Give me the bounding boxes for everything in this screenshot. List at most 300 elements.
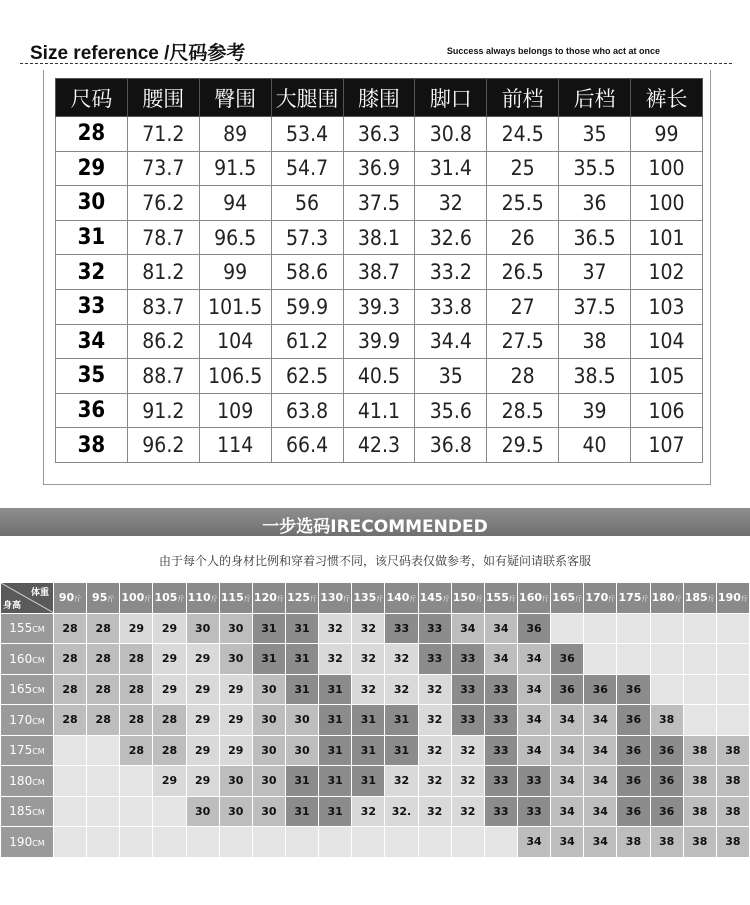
recommend-size-cell: 30 bbox=[253, 675, 285, 705]
recommend-size-cell bbox=[87, 797, 119, 827]
measure-cell: 38.1 bbox=[343, 220, 415, 255]
weight-unit: 斤 bbox=[210, 595, 218, 604]
measure-cell: 63.8 bbox=[271, 393, 343, 428]
weight-value: 150 bbox=[452, 591, 476, 605]
height-unit: CM bbox=[32, 747, 45, 757]
height-value: 180 bbox=[9, 773, 33, 788]
recommend-size-cell: 30 bbox=[253, 705, 285, 735]
weight-header bbox=[485, 583, 517, 613]
recommend-size-cell: 34 bbox=[518, 705, 550, 735]
measure-cell: 62.5 bbox=[271, 359, 343, 394]
measure-cell: 28 bbox=[487, 359, 559, 394]
recommend-size-cell: 31 bbox=[286, 797, 318, 827]
weight-header bbox=[684, 583, 716, 613]
recommend-size-cell bbox=[717, 675, 749, 705]
measure-cell: 36.5 bbox=[559, 220, 631, 255]
recommend-size-cell: 32 bbox=[452, 766, 484, 796]
measure-cell: 96.2 bbox=[127, 428, 199, 463]
recommend-size-cell bbox=[684, 644, 716, 674]
weight-header-row bbox=[1, 583, 749, 613]
recommend-size-cell: 32 bbox=[319, 614, 351, 644]
recommend-size-cell bbox=[684, 675, 716, 705]
size-cell: 29 bbox=[56, 151, 128, 186]
measure-cell: 40.5 bbox=[343, 359, 415, 394]
recommend-size-cell: 32. bbox=[385, 797, 417, 827]
recommend-size-cell: 31 bbox=[385, 736, 417, 766]
recommend-size-cell: 38 bbox=[651, 705, 683, 735]
recommend-size-cell: 32 bbox=[419, 797, 451, 827]
measure-cell: 59.9 bbox=[271, 289, 343, 324]
weight-unit: 斤 bbox=[707, 595, 715, 604]
weight-header bbox=[352, 583, 384, 613]
weight-value: 120 bbox=[253, 591, 277, 605]
measure-cell: 25 bbox=[487, 151, 559, 186]
recommend-size-cell: 29 bbox=[187, 766, 219, 796]
recommend-size-cell bbox=[617, 644, 649, 674]
recommend-size-cell: 28 bbox=[120, 705, 152, 735]
weight-header bbox=[717, 583, 749, 613]
recommend-size-cell: 33 bbox=[419, 644, 451, 674]
measure-cell: 106.5 bbox=[199, 359, 271, 394]
recommend-size-cell: 31 bbox=[352, 705, 384, 735]
measure-cell: 81.2 bbox=[127, 255, 199, 290]
height-header bbox=[1, 736, 53, 766]
measure-cell: 61.2 bbox=[271, 324, 343, 359]
table-row bbox=[1, 827, 749, 857]
weight-value: 135 bbox=[353, 591, 377, 605]
recommend-size-cell: 34 bbox=[584, 827, 616, 857]
recommend-table bbox=[0, 582, 750, 858]
measure-cell: 41.1 bbox=[343, 393, 415, 428]
measure-cell: 101.5 bbox=[199, 289, 271, 324]
table-row bbox=[56, 324, 703, 359]
recommend-size-cell: 31 bbox=[319, 736, 351, 766]
recommend-size-cell: 34 bbox=[452, 614, 484, 644]
recommend-size-cell: 33 bbox=[485, 766, 517, 796]
recommend-size-cell: 38 bbox=[717, 766, 749, 796]
measure-cell: 36.3 bbox=[343, 117, 415, 152]
weight-header bbox=[286, 583, 318, 613]
height-value: 170 bbox=[9, 712, 33, 727]
measure-cell: 26 bbox=[487, 220, 559, 255]
recommend-size-cell: 34 bbox=[485, 644, 517, 674]
weight-unit: 斤 bbox=[376, 595, 384, 604]
weight-unit: 斤 bbox=[343, 595, 351, 604]
recommend-size-cell bbox=[253, 827, 285, 857]
recommend-size-cell: 28 bbox=[120, 644, 152, 674]
weight-value: 185 bbox=[684, 591, 708, 605]
height-header bbox=[1, 827, 53, 857]
measure-cell: 100 bbox=[631, 186, 703, 221]
table-row bbox=[56, 428, 703, 463]
corner-weight-label: 体重 bbox=[30, 588, 49, 598]
measure-cell: 38 bbox=[559, 324, 631, 359]
measure-cell: 29.5 bbox=[487, 428, 559, 463]
recommend-size-cell: 28 bbox=[153, 736, 185, 766]
measure-cell: 89 bbox=[199, 117, 271, 152]
recommend-size-cell: 30 bbox=[220, 797, 252, 827]
weight-value: 140 bbox=[386, 591, 410, 605]
height-header bbox=[1, 766, 53, 796]
recommend-size-cell: 33 bbox=[452, 675, 484, 705]
measure-cell: 42.3 bbox=[343, 428, 415, 463]
recommend-size-cell bbox=[220, 827, 252, 857]
recommend-size-cell: 32 bbox=[385, 675, 417, 705]
weight-value: 110 bbox=[187, 591, 211, 605]
weight-unit: 斤 bbox=[740, 595, 748, 604]
recommend-size-cell: 31 bbox=[385, 705, 417, 735]
table-row bbox=[56, 151, 703, 186]
table-row bbox=[1, 705, 749, 735]
recommend-size-cell: 38 bbox=[684, 827, 716, 857]
recommend-size-cell: 28 bbox=[54, 644, 86, 674]
measure-cell: 101 bbox=[631, 220, 703, 255]
page-title: Size reference /尺码参考 bbox=[30, 43, 246, 64]
recommend-size-cell: 32 bbox=[419, 736, 451, 766]
measure-cell: 100 bbox=[631, 151, 703, 186]
recommend-size-cell: 28 bbox=[87, 675, 119, 705]
recommend-size-cell bbox=[717, 614, 749, 644]
recommend-size-cell bbox=[717, 705, 749, 735]
size-col-header: 尺码 bbox=[56, 79, 128, 117]
recommend-size-cell: 33 bbox=[452, 705, 484, 735]
dashed-divider bbox=[20, 63, 732, 64]
corner-height-label: 身高 bbox=[3, 600, 22, 611]
recommend-size-cell: 31 bbox=[319, 675, 351, 705]
weight-value: 125 bbox=[287, 591, 311, 605]
recommend-size-cell bbox=[54, 766, 86, 796]
recommend-size-cell: 38 bbox=[717, 736, 749, 766]
weight-value: 170 bbox=[585, 591, 609, 605]
height-unit: CM bbox=[32, 686, 45, 696]
recommend-size-cell bbox=[584, 644, 616, 674]
weight-unit: 斤 bbox=[674, 595, 682, 604]
weight-unit: 斤 bbox=[276, 595, 284, 604]
table-row bbox=[1, 675, 749, 705]
measure-cell: 56 bbox=[271, 186, 343, 221]
table-row bbox=[1, 797, 749, 827]
recommend-size-cell bbox=[651, 675, 683, 705]
recommend-size-cell: 31 bbox=[286, 766, 318, 796]
weight-unit: 斤 bbox=[641, 595, 649, 604]
recommend-size-cell: 31 bbox=[253, 644, 285, 674]
recommend-size-cell: 32 bbox=[319, 644, 351, 674]
measure-cell: 37 bbox=[559, 255, 631, 290]
measure-cell: 107 bbox=[631, 428, 703, 463]
size-cell: 33 bbox=[56, 289, 128, 324]
measure-cell: 91.2 bbox=[127, 393, 199, 428]
recommend-size-cell: 30 bbox=[253, 736, 285, 766]
recommend-size-cell bbox=[651, 644, 683, 674]
measure-cell: 26.5 bbox=[487, 255, 559, 290]
size-cell: 36 bbox=[56, 393, 128, 428]
size-col-header: 臀围 bbox=[199, 79, 271, 117]
weight-unit: 斤 bbox=[144, 595, 152, 604]
size-col-header: 腰围 bbox=[127, 79, 199, 117]
corner-cell bbox=[1, 583, 53, 613]
measure-cell: 96.5 bbox=[199, 220, 271, 255]
weight-header bbox=[551, 583, 583, 613]
recommend-size-cell: 34 bbox=[518, 675, 550, 705]
measure-cell: 35 bbox=[559, 117, 631, 152]
measure-cell: 106 bbox=[631, 393, 703, 428]
size-cell: 38 bbox=[56, 428, 128, 463]
measure-cell: 57.3 bbox=[271, 220, 343, 255]
recommend-size-cell: 30 bbox=[220, 766, 252, 796]
recommend-size-cell: 28 bbox=[120, 675, 152, 705]
slogan: Success always belongs to those who act at once bbox=[446, 46, 660, 56]
recommend-size-cell: 31 bbox=[253, 614, 285, 644]
weight-value: 105 bbox=[154, 591, 178, 605]
recommend-size-cell: 34 bbox=[518, 736, 550, 766]
measure-cell: 39.9 bbox=[343, 324, 415, 359]
size-cell: 31 bbox=[56, 220, 128, 255]
recommend-size-cell: 29 bbox=[153, 675, 185, 705]
recommend-size-cell: 36 bbox=[651, 736, 683, 766]
weight-header bbox=[253, 583, 285, 613]
weight-header bbox=[617, 583, 649, 613]
recommend-size-cell: 31 bbox=[319, 766, 351, 796]
recommend-size-cell bbox=[54, 736, 86, 766]
recommend-size-cell: 28 bbox=[54, 614, 86, 644]
height-value: 175 bbox=[9, 743, 33, 758]
measure-cell: 99 bbox=[631, 117, 703, 152]
recommend-size-cell bbox=[551, 614, 583, 644]
recommend-size-cell: 31 bbox=[319, 705, 351, 735]
recommend-size-cell: 29 bbox=[153, 644, 185, 674]
weight-unit: 斤 bbox=[575, 595, 583, 604]
weight-value: 175 bbox=[618, 591, 642, 605]
measure-cell: 105 bbox=[631, 359, 703, 394]
height-header bbox=[1, 705, 53, 735]
recommend-size-cell: 36 bbox=[617, 736, 649, 766]
measure-cell: 24.5 bbox=[487, 117, 559, 152]
weight-unit: 斤 bbox=[74, 595, 82, 604]
recommend-size-cell: 30 bbox=[286, 705, 318, 735]
recommend-size-cell bbox=[385, 827, 417, 857]
recommend-size-cell: 33 bbox=[485, 705, 517, 735]
table-row bbox=[56, 186, 703, 221]
height-header bbox=[1, 675, 53, 705]
weight-value: 130 bbox=[320, 591, 344, 605]
recommend-body bbox=[1, 614, 749, 857]
measure-cell: 37.5 bbox=[559, 289, 631, 324]
recommend-size-cell bbox=[684, 705, 716, 735]
size-chart-table bbox=[55, 78, 703, 463]
size-chart-header-row bbox=[56, 79, 703, 117]
weight-unit: 斤 bbox=[508, 595, 516, 604]
recommend-size-cell bbox=[584, 614, 616, 644]
table-row bbox=[56, 220, 703, 255]
weight-value: 95 bbox=[92, 591, 108, 605]
recommend-size-cell: 28 bbox=[153, 705, 185, 735]
measure-cell: 34.4 bbox=[415, 324, 487, 359]
size-cell: 28 bbox=[56, 117, 128, 152]
recommend-size-cell: 33 bbox=[419, 614, 451, 644]
recommend-size-cell: 29 bbox=[187, 644, 219, 674]
recommend-size-cell: 30 bbox=[253, 797, 285, 827]
measure-cell: 91.5 bbox=[199, 151, 271, 186]
size-cell: 30 bbox=[56, 186, 128, 221]
recommend-size-cell: 36 bbox=[651, 797, 683, 827]
recommend-size-cell: 34 bbox=[518, 644, 550, 674]
measure-cell: 31.4 bbox=[415, 151, 487, 186]
measure-cell: 114 bbox=[199, 428, 271, 463]
recommend-size-cell: 38 bbox=[684, 736, 716, 766]
size-col-header: 前档 bbox=[487, 79, 559, 117]
height-header bbox=[1, 614, 53, 644]
weight-value: 160 bbox=[519, 591, 543, 605]
recommend-size-cell: 36 bbox=[617, 766, 649, 796]
recommend-size-cell: 29 bbox=[187, 705, 219, 735]
recommend-size-cell: 36 bbox=[651, 766, 683, 796]
size-col-header: 脚口 bbox=[415, 79, 487, 117]
recommend-size-cell bbox=[120, 766, 152, 796]
measure-cell: 83.7 bbox=[127, 289, 199, 324]
height-value: 185 bbox=[9, 804, 33, 819]
weight-header bbox=[651, 583, 683, 613]
header bbox=[0, 0, 750, 70]
measure-cell: 104 bbox=[199, 324, 271, 359]
recommend-size-cell bbox=[187, 827, 219, 857]
recommend-size-cell: 29 bbox=[187, 736, 219, 766]
recommend-size-cell: 32 bbox=[385, 766, 417, 796]
recommend-size-cell: 32 bbox=[352, 614, 384, 644]
measure-cell: 36 bbox=[559, 186, 631, 221]
recommend-size-cell bbox=[651, 614, 683, 644]
recommend-size-cell bbox=[617, 614, 649, 644]
weight-unit: 斤 bbox=[243, 595, 251, 604]
recommend-size-cell bbox=[717, 644, 749, 674]
measure-cell: 37.5 bbox=[343, 186, 415, 221]
recommend-size-cell: 29 bbox=[153, 766, 185, 796]
weight-unit: 斤 bbox=[442, 595, 450, 604]
measure-cell: 53.4 bbox=[271, 117, 343, 152]
measure-cell: 99 bbox=[199, 255, 271, 290]
recommend-size-cell: 33 bbox=[485, 675, 517, 705]
measure-cell: 32 bbox=[415, 186, 487, 221]
recommend-size-cell: 29 bbox=[120, 614, 152, 644]
recommend-size-cell: 33 bbox=[485, 736, 517, 766]
measure-cell: 35.6 bbox=[415, 393, 487, 428]
recommend-size-cell bbox=[87, 736, 119, 766]
measure-cell: 40 bbox=[559, 428, 631, 463]
recommend-note: 由于每个人的身材比例和穿着习惯不同，该尺码表仅做参考，如有疑问请联系客服 bbox=[158, 554, 591, 568]
recommend-size-cell: 34 bbox=[551, 797, 583, 827]
size-col-header: 膝围 bbox=[343, 79, 415, 117]
table-row bbox=[56, 117, 703, 152]
measure-cell: 38.5 bbox=[559, 359, 631, 394]
size-col-header: 裤长 bbox=[631, 79, 703, 117]
size-cell: 35 bbox=[56, 359, 128, 394]
recommend-size-cell: 36 bbox=[617, 675, 649, 705]
recommend-size-cell: 28 bbox=[120, 736, 152, 766]
recommend-size-cell: 29 bbox=[220, 736, 252, 766]
measure-cell: 54.7 bbox=[271, 151, 343, 186]
weight-unit: 斤 bbox=[310, 595, 318, 604]
size-col-header: 后档 bbox=[559, 79, 631, 117]
measure-cell: 33.2 bbox=[415, 255, 487, 290]
recommend-size-cell: 36 bbox=[551, 644, 583, 674]
recommend-size-cell bbox=[286, 827, 318, 857]
weight-value: 190 bbox=[717, 591, 741, 605]
weight-header bbox=[153, 583, 185, 613]
measure-cell: 38.7 bbox=[343, 255, 415, 290]
recommend-size-cell: 28 bbox=[87, 705, 119, 735]
weight-header bbox=[54, 583, 86, 613]
recommend-size-cell: 33 bbox=[518, 797, 550, 827]
height-unit: CM bbox=[32, 625, 45, 635]
weight-header bbox=[518, 583, 550, 613]
measure-cell: 66.4 bbox=[271, 428, 343, 463]
measure-cell: 88.7 bbox=[127, 359, 199, 394]
weight-header bbox=[120, 583, 152, 613]
height-value: 190 bbox=[9, 834, 33, 849]
height-value: 165 bbox=[9, 682, 33, 697]
recommend-size-cell: 30 bbox=[220, 644, 252, 674]
weight-header bbox=[452, 583, 484, 613]
measure-cell: 78.7 bbox=[127, 220, 199, 255]
recommend-size-cell bbox=[87, 827, 119, 857]
recommend-size-cell: 29 bbox=[153, 614, 185, 644]
recommend-size-cell: 30 bbox=[187, 797, 219, 827]
measure-cell: 102 bbox=[631, 255, 703, 290]
recommend-size-cell: 36 bbox=[584, 675, 616, 705]
size-col-header: 大腿围 bbox=[271, 79, 343, 117]
height-unit: CM bbox=[32, 655, 45, 665]
weight-header bbox=[584, 583, 616, 613]
height-value: 155 bbox=[9, 621, 33, 636]
measure-cell: 94 bbox=[199, 186, 271, 221]
table-row bbox=[56, 289, 703, 324]
weight-unit: 斤 bbox=[475, 595, 483, 604]
height-unit: CM bbox=[32, 777, 45, 787]
recommend-size-cell: 28 bbox=[87, 644, 119, 674]
recommend-size-cell: 36 bbox=[617, 797, 649, 827]
recommend-size-cell: 32 bbox=[352, 644, 384, 674]
weight-value: 115 bbox=[220, 591, 244, 605]
recommend-size-cell: 33 bbox=[485, 797, 517, 827]
height-header bbox=[1, 797, 53, 827]
measure-cell: 28.5 bbox=[487, 393, 559, 428]
recommend-title: 一步选码IRECOMMENDED bbox=[262, 517, 488, 537]
recommend-size-cell: 34 bbox=[584, 797, 616, 827]
recommend-size-cell: 34 bbox=[485, 614, 517, 644]
recommend-size-cell: 28 bbox=[54, 675, 86, 705]
recommend-size-cell bbox=[452, 827, 484, 857]
recommend-size-cell: 28 bbox=[87, 614, 119, 644]
recommend-size-cell: 38 bbox=[684, 766, 716, 796]
recommend-size-cell: 34 bbox=[551, 705, 583, 735]
recommend-size-cell bbox=[419, 827, 451, 857]
height-value: 160 bbox=[9, 651, 33, 666]
recommend-size-cell: 33 bbox=[518, 766, 550, 796]
measure-cell: 39.3 bbox=[343, 289, 415, 324]
size-cell: 32 bbox=[56, 255, 128, 290]
measure-cell: 71.2 bbox=[127, 117, 199, 152]
recommend-size-cell: 31 bbox=[286, 644, 318, 674]
recommend-size-cell: 32 bbox=[385, 644, 417, 674]
measure-cell: 25.5 bbox=[487, 186, 559, 221]
recommend-size-cell bbox=[54, 797, 86, 827]
weight-unit: 斤 bbox=[542, 595, 550, 604]
recommend-size-cell: 31 bbox=[352, 766, 384, 796]
measure-cell: 33.8 bbox=[415, 289, 487, 324]
recommend-size-cell: 34 bbox=[584, 766, 616, 796]
measure-cell: 27.5 bbox=[487, 324, 559, 359]
recommend-size-cell bbox=[153, 797, 185, 827]
measure-cell: 104 bbox=[631, 324, 703, 359]
